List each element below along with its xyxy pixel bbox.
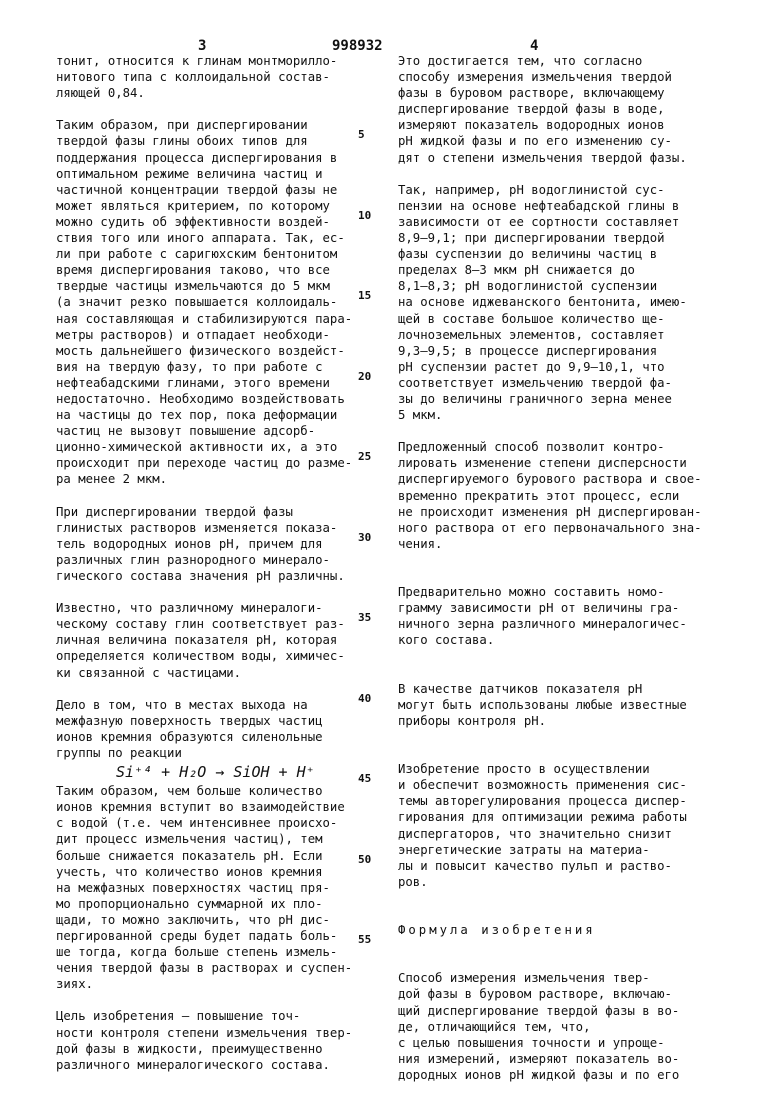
text-line: ше тогда, когда больше степень измель- <box>56 945 338 960</box>
text-line: Предложенный способ позволит контро- <box>398 440 665 455</box>
text-line: Цель изобретения – повышение точ- <box>56 1009 301 1024</box>
paragraph-gap <box>398 954 698 970</box>
text-line: могут быть использованы любые известные <box>398 697 687 712</box>
text-line: Изобретение просто в осуществлении <box>398 762 650 777</box>
text-line: ли при работе с саригюхским бентонитом <box>56 247 338 262</box>
text-line: ляющей 0,84. <box>56 86 145 101</box>
line-number: 15 <box>358 289 372 302</box>
patent-number: 998932 <box>332 38 383 54</box>
line-number: 35 <box>358 611 372 624</box>
section-heading: Формула изобретения <box>398 923 596 938</box>
text-line: различных глин разнородного минерало- <box>56 552 330 567</box>
text-line: pH жидкой фазы и по его изменению су- <box>398 134 672 149</box>
text-line: 8,9–9,1; при диспергировании твердой <box>398 231 665 246</box>
paragraph-gap <box>398 938 698 954</box>
text-line: недостаточно. Необходимо воздействовать <box>56 391 345 406</box>
text-line: лочноземельных элементов, составляет <box>398 327 665 342</box>
line-number: 10 <box>358 209 372 222</box>
text-line: При диспергировании твердой фазы <box>56 504 293 519</box>
text-line: поддержания процесса диспергирования в <box>56 150 338 165</box>
text-line: межфазную поверхность твердых частиц <box>56 713 323 728</box>
paragraph-gap <box>398 648 698 664</box>
text-line: диспергируемого бурового раствора и свое- <box>398 472 702 487</box>
text-line: вия на твердую фазу, то при работе с <box>56 359 323 374</box>
paragraph-gap <box>398 665 698 681</box>
left-column-text-continued <box>56 783 366 1073</box>
text-line: ра менее 2 мкм. <box>56 472 168 487</box>
text-line: измеряют показатель водородных ионов <box>398 118 665 133</box>
text-line: ционно-химической активности их, а это <box>56 440 338 455</box>
paragraph-gap <box>398 568 698 584</box>
text-line: грамму зависимости pH от величины гра- <box>398 601 680 616</box>
text-line: ности контроля степени измельчения твер- <box>56 1025 353 1040</box>
text-line: больше снижается показатель pH. Если <box>56 848 323 863</box>
text-line: щий диспергирование твердой фазы в во- <box>398 1003 680 1018</box>
text-line: зиях. <box>56 977 94 992</box>
text-line: на частицы до тех пор, пока деформации <box>56 408 338 423</box>
text-line: фазы суспензии до величины частиц в <box>398 247 658 262</box>
text-line: способу измерения измельчения твердой <box>398 70 672 85</box>
text-line: Предварительно можно составить номо- <box>398 585 665 600</box>
right-column <box>398 53 702 1083</box>
text-line: пергированной среды будет падать боль- <box>56 928 338 943</box>
text-line: можно судить об эффективности воздей- <box>56 214 330 229</box>
paragraph-gap <box>398 552 698 568</box>
text-line: фазы в буровом растворе, включающему <box>398 86 665 101</box>
paragraph-gap <box>398 906 698 922</box>
text-line: нефтеабадскими глинами, этого времени <box>56 375 330 390</box>
text-line: не происходит изменения pH диспергирован- <box>398 504 702 519</box>
text-line: кого состава. <box>398 633 495 648</box>
text-line: лировать изменение степени дисперсности <box>398 456 687 471</box>
text-line: Таким образом, чем больше количество <box>56 784 323 799</box>
text-line: временно прекратить этот процесс, если <box>398 488 680 503</box>
page-number-right: 4 <box>530 38 539 54</box>
text-line: группы по реакции <box>56 746 182 761</box>
paragraph-gap <box>56 681 366 697</box>
text-line: Таким образом, при диспергировании <box>56 118 308 133</box>
text-line: темы авторегулирования процесса диспер- <box>398 794 687 809</box>
text-line: оптимальном режиме величина частиц и <box>56 166 323 181</box>
text-line: ионов кремния образуются силенольные <box>56 729 323 744</box>
text-line: чения. <box>398 536 443 551</box>
text-line: определяется количеством воды, химичес- <box>56 649 345 664</box>
text-line: на основе иджеванского бентонита, имею- <box>398 295 687 310</box>
text-line: ного раствора от его первоначального зна- <box>398 520 702 535</box>
text-line: дят о степени измельчения твердой фазы. <box>398 150 687 165</box>
text-line: пределах 8–3 мкм pH снижается до <box>398 263 635 278</box>
text-line: Так, например, pH водоглинистой сус- <box>398 182 665 197</box>
text-line: ствия того или иного аппарата. Так, ес- <box>56 231 345 246</box>
right-column-text <box>398 53 702 1083</box>
text-line: диспергирование твердой фазы в воде, <box>398 102 665 117</box>
text-line: гирования для оптимизации режима работы <box>398 810 687 825</box>
text-line: нитового типа с коллоидальной состав- <box>56 70 330 85</box>
text-line: время диспергирования таково, что все <box>56 263 330 278</box>
text-line: соответствует измельчению твердой фа- <box>398 375 672 390</box>
text-line: различного минералогического состава. <box>56 1057 330 1072</box>
text-line: с целью повышения точности и упроще- <box>398 1035 665 1050</box>
chemical-reaction: Si⁺⁴ + H₂O → SiOH + H⁺ <box>116 763 315 782</box>
text-line: твердые частицы измельчаются до 5 мкм <box>56 279 330 294</box>
text-line: приборы контроля pH. <box>398 713 547 728</box>
text-line: глинистых растворов изменяется показа- <box>56 520 338 535</box>
text-line: чения твердой фазы в растворах и суспен- <box>56 961 353 976</box>
left-column-text <box>56 53 366 761</box>
line-number: 20 <box>358 370 372 383</box>
text-line: может являться критерием, по которому <box>56 198 330 213</box>
paragraph-gap <box>398 423 698 439</box>
line-number: 5 <box>358 128 365 141</box>
text-line: зависимости от ее сортности составляет <box>398 214 680 229</box>
text-line: личная величина показателя pH, которая <box>56 633 338 648</box>
text-line: ров. <box>398 874 428 889</box>
paragraph-gap <box>398 729 698 745</box>
left-column <box>56 53 366 1073</box>
text-line: Это достигается тем, что согласно <box>398 54 643 68</box>
text-line: диспергаторов, что значительно снизит <box>398 826 672 841</box>
paragraph-gap <box>56 992 366 1008</box>
paragraph-gap <box>56 488 366 504</box>
text-line: пензии на основе нефтеабадской глины в <box>398 198 680 213</box>
paragraph-gap <box>398 166 698 182</box>
text-line: ния измерений, измеряют показатель во- <box>398 1051 680 1066</box>
text-line: 5 мкм. <box>398 408 443 423</box>
text-line: щей в составе большое количество ще- <box>398 311 665 326</box>
text-line: дой фазы в буровом растворе, включаю- <box>398 987 672 1002</box>
text-line: ионов кремния вступит во взаимодействие <box>56 800 345 815</box>
text-line: Дело в том, что в местах выхода на <box>56 697 308 712</box>
text-line: учесть, что количество ионов кремния <box>56 864 323 879</box>
text-line: ки связанной с частицами. <box>56 665 242 680</box>
text-line: лы и повысит качество пульп и раство- <box>398 858 672 873</box>
text-line: Способ измерения измельчения твер- <box>398 971 650 986</box>
text-line: дородных ионов pH жидкой фазы и по его <box>398 1067 680 1082</box>
text-line: твердой фазы глины обоих типов для <box>56 134 308 149</box>
line-number: 50 <box>358 853 372 866</box>
paragraph-gap <box>398 890 698 906</box>
page-number-left: 3 <box>198 38 207 54</box>
text-line: 9,3–9,5; в процессе диспергирования <box>398 343 658 358</box>
line-number: 30 <box>358 531 372 544</box>
text-line: тель водородных ионов pH, причем для <box>56 536 323 551</box>
text-line: энергетические затраты на материа- <box>398 842 650 857</box>
text-line: и обеспечит возможность применения сис- <box>398 778 687 793</box>
text-line: де, отличающийся тем, что, <box>398 1019 591 1034</box>
paragraph-gap <box>56 584 366 600</box>
text-line: 8,1–8,3; pH водоглинистой суспензии <box>398 279 658 294</box>
line-number: 45 <box>358 772 372 785</box>
text-line: мо пропорционально суммарной их пло- <box>56 896 323 911</box>
text-line: ничного зерна различного минералогичес- <box>398 617 687 632</box>
text-line: на межфазных поверхностях частиц пря- <box>56 880 330 895</box>
line-number: 25 <box>358 450 372 463</box>
text-line: дой фазы в жидкости, преимущественно <box>56 1041 323 1056</box>
text-line: (а значит резко повышается коллоидаль- <box>56 295 338 310</box>
text-line: ная составляющая и стабилизируются пара- <box>56 311 353 326</box>
text-line: Известно, что различному минералоги- <box>56 601 323 616</box>
text-line: гического состава значения pH различны. <box>56 569 345 583</box>
line-number: 55 <box>358 933 372 946</box>
line-number: 40 <box>358 692 372 705</box>
paragraph-gap <box>56 101 366 117</box>
text-line: частиц не вызовут повышение адсорб- <box>56 424 316 439</box>
text-line: В качестве датчиков показателя pH <box>398 681 643 696</box>
text-line: мость дальнейшего физического воздейст- <box>56 343 345 358</box>
text-line: ческому составу глин соответствует раз- <box>56 617 345 632</box>
text-line: зы до величины граничного зерна менее <box>398 391 672 406</box>
text-line: с водой (т.е. чем интенсивнее происхо- <box>56 816 338 831</box>
text-line: тонит, относится к глинам монтморилло- <box>56 54 338 68</box>
paragraph-gap <box>398 745 698 761</box>
text-line: дит процесс измельчения частиц), тем <box>56 832 323 847</box>
text-line: происходит при переходе частиц до разме- <box>56 456 353 471</box>
text-line: щади, то можно заключить, что pH дис- <box>56 912 330 927</box>
text-line: частичной концентрации твердой фазы не <box>56 182 338 197</box>
text-line: pH суспензии растет до 9,9–10,1, что <box>398 359 665 374</box>
text-line: метры растворов) и отпадает необходи- <box>56 327 330 342</box>
